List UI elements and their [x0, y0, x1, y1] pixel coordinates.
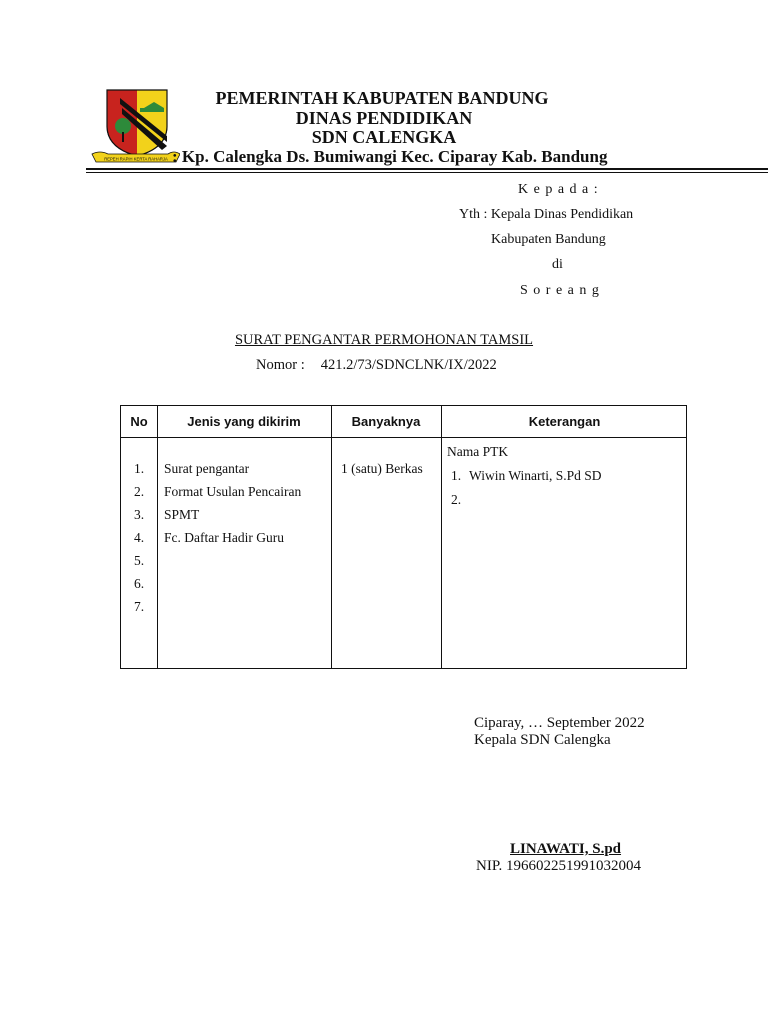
col-divider — [441, 406, 442, 668]
list-item: SPMT — [164, 507, 200, 522]
letterhead-school: SDN CALENGKA — [311, 127, 457, 147]
nomor-label: Nomor : — [256, 357, 305, 373]
recipient-soreang: S o r e a n g — [520, 283, 600, 298]
row-number: 3. — [133, 507, 145, 522]
item-list — [164, 457, 301, 549]
letterhead-government: PEMERINTAH KABUPATEN BANDUNG — [215, 88, 549, 108]
items-table — [120, 405, 687, 669]
recipient-yth: Yth : Kepala Dinas Pendidikan — [459, 207, 634, 222]
header-keterangan: Keterangan — [528, 414, 601, 429]
row-number: 6. — [133, 576, 145, 591]
header-divider-thin — [86, 172, 768, 173]
letterhead-department: DINAS PENDIDIKAN — [295, 108, 473, 128]
nomor-value: 421.2/73/SDNCLNK/IX/2022 — [320, 357, 497, 373]
banyaknya-value: 1 (satu) Berkas — [341, 461, 423, 476]
recipient-kabupaten: Kabupaten Bandung — [491, 232, 606, 247]
keterangan-title: Nama PTK — [447, 444, 509, 459]
letterhead-address: : Kp. Calengka Ds. Bumiwangi Kec. Ciparay Kab. Bandung — [172, 147, 608, 166]
letter-title: SURAT PENGANTAR PERMOHONAN TAMSIL — [234, 332, 534, 348]
recipient-kepada: K e p a d a : — [518, 182, 599, 197]
row-number: 7. — [133, 599, 145, 614]
keterangan-list — [447, 464, 602, 512]
header-no: No — [130, 414, 148, 429]
row-number: 4. — [133, 530, 145, 545]
list-item: Surat pengantar — [164, 461, 250, 476]
list-item: Format Usulan Pencairan — [164, 484, 302, 499]
list-item — [447, 464, 602, 488]
letter-number — [256, 357, 497, 374]
header-jenis: Jenis yang dikirim — [187, 414, 301, 429]
keterangan-num: 1. — [451, 468, 462, 483]
keterangan-text: Wiwin Winarti, S.Pd SD — [469, 468, 602, 483]
signer-position: Kepala SDN Calengka — [474, 732, 611, 748]
place-date: Ciparay, … September 2022 — [474, 715, 645, 731]
row-numbers — [121, 457, 157, 618]
col-divider — [157, 406, 158, 668]
recipient-di: di — [552, 257, 563, 272]
header-row-divider — [121, 437, 686, 438]
col-divider — [331, 406, 332, 668]
list-item: Fc. Daftar Hadir Guru — [164, 530, 284, 545]
logo-motto: REPEH RAPIH KERTA RAHARJA — [104, 156, 168, 162]
signer-nip: NIP. 196602251991032004 — [476, 858, 642, 874]
list-item — [447, 488, 602, 512]
keterangan-num: 2. — [451, 492, 462, 507]
header-divider-thick — [86, 168, 768, 170]
row-number: 5. — [133, 553, 145, 568]
signer-name: LINAWATI, S.pd — [510, 841, 622, 857]
row-number: 2. — [133, 484, 145, 499]
row-number: 1. — [133, 461, 145, 476]
header-banyaknya: Banyaknya — [351, 414, 421, 429]
